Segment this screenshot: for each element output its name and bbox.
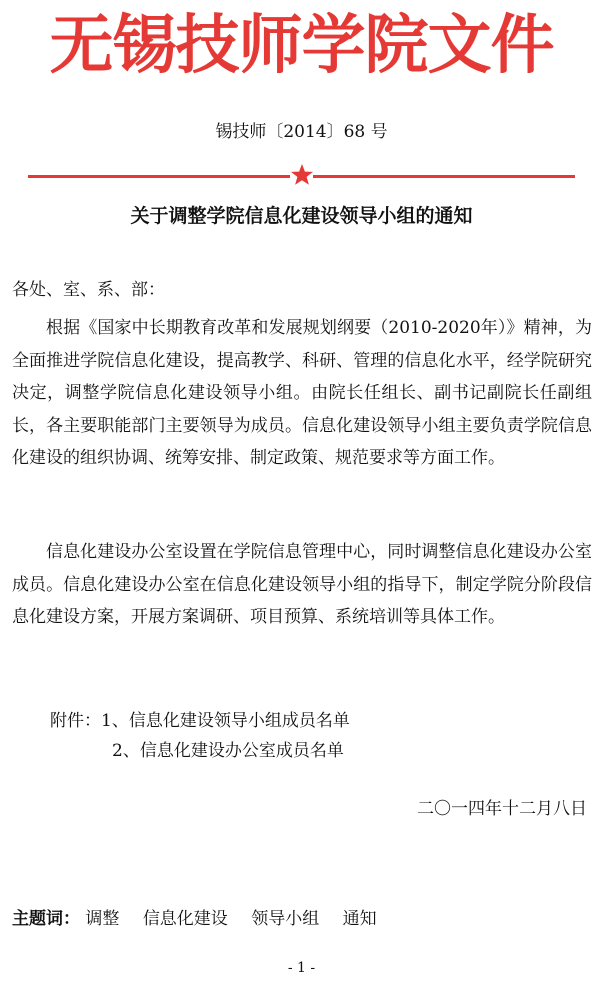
body-paragraph-1: 根据《国家中长期教育改革和发展规划纲要（2010-2020年）》精神，为全面推进学院信息化建设，提高教学、科研、管理的信息化水平，经学院研究决定，调整学院信息化建设领导小组。由院长任组长、副书记副院长任副组长，各主要职能部门主要领导为成员。信息化建设领导小组主要负责学院信息化建设的组织协调、统筹安排、制定政策、规范要求等方面工作。 (12, 318, 592, 468)
attachments-label: 附件： (50, 711, 101, 731)
attachment-item-2: 2、信息化建设办公室成员名单 (112, 741, 344, 761)
document-title: 关于调整学院信息化建设领导小组的通知 (130, 205, 473, 227)
page-number: - 1 - (287, 960, 316, 976)
keywords-label: 主题词： (12, 909, 80, 929)
attachment-line-1 (50, 706, 350, 736)
body-paragraph-2: 信息化建设办公室设置在学院信息管理中心，同时调整信息化建设办公室成员。信息化建设办公室在信息化建设领导小组的指导下，制定学院分阶段信息化建设方案，开展方案调研、项目预算、系统培训等具体工作。 (12, 542, 592, 627)
attachment-line-2 (50, 736, 350, 766)
document-header: 无锡技师学院文件 (49, 8, 554, 83)
keyword-item: 信息化建设 (142, 909, 228, 929)
star-icon (290, 163, 314, 187)
salutation: 各处、室、系、部： (12, 280, 165, 300)
keywords (12, 906, 395, 932)
document-number: 锡技师〔2014〕68 号 (215, 122, 388, 142)
attachments (50, 706, 350, 766)
header-rule-left (28, 175, 290, 178)
keyword-item: 调整 (85, 909, 120, 929)
keyword-item: 领导小组 (251, 909, 320, 929)
issue-date: 二〇一四年十二月八日 (417, 799, 587, 819)
header-rule-right (313, 175, 575, 178)
keyword-item: 通知 (342, 909, 377, 929)
attachment-item-1: 1、信息化建设领导小组成员名单 (101, 711, 350, 731)
